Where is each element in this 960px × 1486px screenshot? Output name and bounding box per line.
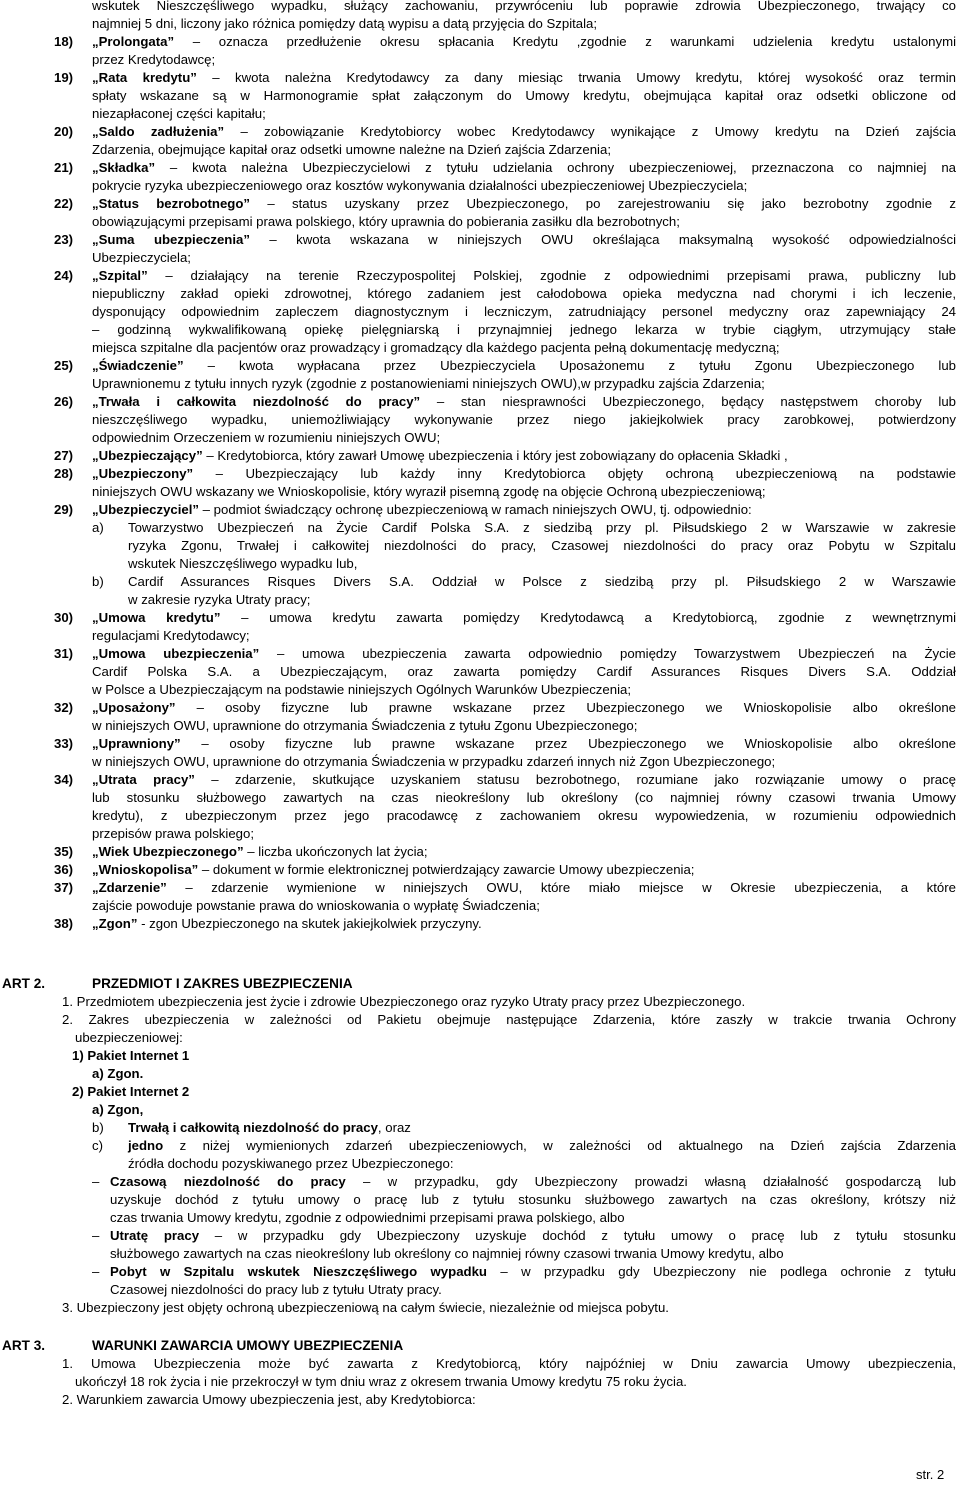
definition-line — [92, 141, 956, 159]
definition-term: „Uposażony” — [92, 700, 176, 715]
insurer-item-line: Towarzystwo Ubezpieczeń na Życie Cardif Polska S.A. z siedzibą przy pl. Piłsudskiego 2 w Warszawie w zakresie — [128, 520, 956, 535]
dash-bullet: – — [92, 1228, 100, 1243]
option-temporary-incapacity-line2: uzyskuje dochód z tytułu umowy o pracę lub z tytułu stosunku służbowego zawartych na czas określony, krótszy niż — [110, 1192, 956, 1207]
definition-line — [92, 735, 956, 753]
package-2-item-b-bold: Trwałą i całkowitą niezdolność do pracy — [128, 1120, 378, 1135]
definition-line — [92, 645, 956, 663]
definition-number: 26) — [54, 394, 74, 409]
definition-text: – zdarzenie, skutkujące uzyskaniem statusu bezrobotnego, rozumiane jako rozwiązanie umowy o pracę — [194, 772, 956, 787]
definition-line — [92, 87, 956, 105]
definition-line — [92, 681, 956, 699]
definition-term: „Utrata pracy” — [92, 772, 195, 787]
package-2-item-c-label: c) — [92, 1138, 103, 1153]
definition-term: „Ubezpieczyciel” — [92, 502, 200, 517]
option-hospital-stay-line1 — [110, 1263, 956, 1281]
definition-line — [92, 771, 956, 789]
definition-line — [92, 915, 956, 933]
package-2-item-b-rest: , oraz — [377, 1120, 411, 1135]
definition-line — [92, 123, 956, 141]
definition-line — [92, 879, 956, 897]
art2-paragraph-1: 1. Przedmiotem ubezpieczenia jest życie i zdrowie Ubezpieczonego oraz ryzyko Utraty pracy przez Ubezpieczonego. — [62, 994, 746, 1009]
definition-text: – oznacza przedłużenie okresu spłacania Kredytu ,zgodnie z warunkami udzielenia kredytu ustalonymi — [174, 34, 956, 49]
definition-text: – stan niesprawności Ubezpieczonego, będący następstwem choroby lub — [420, 394, 956, 409]
definition-text: - zgon Ubezpieczonego na skutek jakiejkolwiek przyczyny. — [137, 916, 482, 931]
package-internet-2: 2) Pakiet Internet 2 — [72, 1084, 190, 1099]
definition-text: – Kredytobiorca, który zawarł Umowę ubezpieczenia i który jest zobowiązany do opłacenia Składki , — [202, 448, 788, 463]
definition-text: wskutek Nieszczęśliwego wypadku, służący zachowaniu, przywróceniu lub poprawie zdrowia Ubezpieczonego, trwający co — [92, 0, 956, 13]
definition-text: – podmiot świadczący ochronę ubezpieczeniową w ramach niniejszych OWU, tj. odpowiednio: — [199, 502, 752, 517]
definition-text: – kwota wypłacana przez Ubezpieczyciela Uposażonemu z tytułu Zgonu Ubezpieczonego lub — [183, 358, 956, 373]
option-temporary-incapacity-rest: – w przypadku, gdy Ubezpieczony prowadzi własną działalność gospodarczą lub — [345, 1174, 956, 1189]
package-1-item-a: a) Zgon. — [92, 1066, 144, 1081]
definition-text: zajście powoduje powstanie prawa do wnioskowania o wypłatę Świadczenia; — [92, 898, 540, 913]
definition-number: 25) — [54, 358, 74, 373]
definition-line — [92, 249, 956, 267]
definition-text: dysponujący odpowiednim zapleczem diagnostycznym i leczniczym, zatrudniający personel medyczny oraz zapewniający 24 — [92, 304, 956, 319]
option-job-loss-bold: Utratę pracy — [110, 1228, 200, 1243]
art2-paragraph-3: 3. Ubezpieczony jest objęty ochroną ubezpieczeniową na całym świecie, niezależnie od miejsca pobytu. — [62, 1300, 669, 1315]
definition-text: – zobowiązanie Kredytobiorcy wobec Kredytodawcy wynikające z Umowy kredytu na Dzień zajścia — [224, 124, 956, 139]
definition-text: lub stosunku służbowego zawartych na czas nieokreślony lub określony (co najmniej równy czasowi trwania Umowy — [92, 790, 956, 805]
definition-number: 22) — [54, 196, 74, 211]
art3-paragraph-2: 2. Warunkiem zawarcia Umowy ubezpieczenia jest, aby Kredytobiorca: — [62, 1392, 476, 1407]
definition-term: „Saldo zadłużenia” — [92, 124, 225, 139]
definition-text: – umowa ubezpieczenia zawarta odpowiednio pomiędzy Towarzystwem Ubezpieczeń na Życie — [259, 646, 956, 661]
insurer-item-line: ryzyka Zgonu, Trwałej i całkowitej niezdolności do pracy, Czasowej niezdolności do pracy oraz Pobytu w Szpitalu — [128, 538, 956, 553]
definition-text: – zdarzenie wymienione w niniejszych OWU, które miało miejsce w Okresie ubezpieczenia, a które — [166, 880, 956, 895]
definition-line — [92, 69, 956, 87]
definition-term: „Szpital” — [92, 268, 148, 283]
definition-number: 20) — [54, 124, 74, 139]
definition-text: – osoby fizyczne lub prawne wskazane przez Ubezpieczonego we Wnioskopolisie albo określone — [175, 700, 956, 715]
definition-text: – kwota należna Kredytodawcy za dany miesiąc trwania Umowy kredytu, której wysokość oraz termin — [196, 70, 956, 85]
insurer-item-line: w zakresie ryzyka Utraty pracy; — [128, 592, 311, 607]
definition-line — [92, 321, 956, 339]
option-job-loss-line2: służbowego zawartych na czas nieokreślony lub określony co najmniej równy czasowi trwania Umowy kredytu, albo — [110, 1246, 784, 1261]
definition-number: 35) — [54, 844, 74, 859]
definition-line — [92, 663, 956, 681]
dash-bullet: – — [92, 1174, 100, 1189]
definition-text: przepisów prawa polskiego; — [92, 826, 254, 841]
package-2-item-b — [128, 1119, 411, 1137]
package-2-item-c-rest: z niżej wymienionych zdarzeń ubezpieczeniowych, w zależności od aktualnego na Dzień zajścia Zdarzenia — [163, 1138, 956, 1153]
definition-line — [92, 465, 956, 483]
definition-line — [92, 195, 956, 213]
article-2-label: ART 2. — [2, 976, 46, 991]
definition-text: niezapłaconej części kapitału; — [92, 106, 266, 121]
package-2-item-c-line1 — [128, 1137, 956, 1155]
definition-text: spłaty wskazane są w Harmonogramie spłat załączonym do Umowy kredytu, obejmująca kapitał oraz odsetki obliczone od — [92, 88, 956, 103]
definition-number: 33) — [54, 736, 74, 751]
definition-line — [92, 213, 956, 231]
definition-line — [92, 897, 956, 915]
definition-term: „Umowa kredytu” — [92, 610, 221, 625]
definition-text: – osoby fizyczne lub prawne wskazane przez Ubezpieczonego we Wnioskopolisie albo określone — [180, 736, 956, 751]
insurer-item-line: wskutek Nieszczęśliwego wypadku lub, — [128, 556, 358, 571]
page-number: str. 2 — [916, 1467, 945, 1482]
definition-text: regulacjami Kredytodawcy; — [92, 628, 250, 643]
option-hospital-stay-line2: Czasowej niezdolności do pracy lub z tytułu Utraty pracy. — [110, 1282, 442, 1297]
insurer-item-label: b) — [92, 574, 104, 589]
definition-line — [92, 627, 956, 645]
article-3-title: WARUNKI ZAWARCIA UMOWY UBEZPIECZENIA — [92, 1338, 404, 1353]
definition-number: 27) — [54, 448, 74, 463]
definition-number: 24) — [54, 268, 74, 283]
definition-line — [92, 753, 956, 771]
definition-text: obowiązującymi przepisami prawa polskiego, który uprawnia do pobierania zasiłku dla bezrobotnych; — [92, 214, 680, 229]
definition-number: 34) — [54, 772, 74, 787]
definition-line — [92, 285, 956, 303]
definition-text: nieszczęśliwego wypadku, uniemożliwiający wykonywanie przez niego jakiejkolwiek pracy zarobkowej, potwierdzony — [92, 412, 956, 427]
definition-term: „Wiek Ubezpieczonego” — [92, 844, 244, 859]
definition-term: „Zgon” — [92, 916, 138, 931]
option-temporary-incapacity-line1 — [110, 1173, 956, 1191]
definition-text: niniejszych OWU wskazany we Wnioskopolisie, który wyraził pisemną zgodę na objęcie Ochroną ubezpieczeniową; — [92, 484, 766, 499]
definition-term: „Uprawniony” — [92, 736, 181, 751]
definition-text: odpowiednim Orzeczeniem w rozumieniu niniejszych OWU; — [92, 430, 441, 445]
option-hospital-stay-bold: Pobyt w Szpitalu wskutek Nieszczęśliwego wypadku — [110, 1264, 487, 1279]
definition-line — [92, 105, 956, 123]
definition-line — [92, 33, 956, 51]
definition-number: 37) — [54, 880, 74, 895]
definition-number: 28) — [54, 466, 74, 481]
definition-term: „Suma ubezpieczenia” — [92, 232, 250, 247]
definition-number: 23) — [54, 232, 74, 247]
definition-text: kredytu), z ubezpieczonym przez jego pracodawcę z zachowaniem okresu wypowiedzenia, w rozumieniu odpowiednich — [92, 808, 956, 823]
definition-term: „Zdarzenie” — [92, 880, 167, 895]
definition-number: 31) — [54, 646, 74, 661]
definition-text: Uprawnionemu z tytułu innych ryzyk (zgodnie z postanowieniami niniejszych OWU),w przypadku zajścia Zdarzenia; — [92, 376, 765, 391]
dash-bullet: – — [92, 1264, 100, 1279]
definition-line — [92, 231, 956, 249]
definition-line — [92, 825, 956, 843]
definition-line — [92, 699, 956, 717]
definition-text: – działający na terenie Rzeczypospolitej Polskiej, zgodnie z odpowiednimi przepisami prawa, publiczny lub — [147, 268, 956, 283]
art3-paragraph-1-line1: 1. Umowa Ubezpieczenia może być zawarta z Kredytobiorcą, który najpóźniej w Dniu zawarcia Umowy ubezpieczenia, — [62, 1356, 956, 1371]
definition-line — [92, 375, 956, 393]
definition-term: „Ubezpieczony” — [92, 466, 194, 481]
option-job-loss-rest: – w przypadku gdy Ubezpieczony uzyskuje dochód z tytułu umowy o pracę lub z tytułu stosunku — [199, 1228, 956, 1243]
package-2-item-a: a) Zgon, — [92, 1102, 144, 1117]
definition-term: „Wnioskopolisa” — [92, 862, 199, 877]
art2-paragraph-2-line1: 2. Zakres ubezpieczenia w zależności od Pakietu obejmuje następujące Zdarzenia, które zaszły w trakcie trwania Ochrony — [62, 1012, 956, 1027]
definition-line — [92, 159, 956, 177]
definition-text: w niniejszych OWU, uprawnione do otrzymania Świadczenia w przypadku zdarzeń innych niż Zgon Ubezpieczonego; — [92, 754, 776, 769]
definition-text: – umowa kredytu zawarta pomiędzy Kredytodawcą a Kredytobiorcą, zgodnie z wewnętrznymi — [220, 610, 956, 625]
definition-term: „Rata kredytu” — [92, 70, 197, 85]
definition-line — [92, 483, 956, 501]
definition-line — [92, 0, 956, 15]
definition-term: „Trwała i całkowita niezdolność do pracy” — [92, 394, 421, 409]
definition-term: „Prolongata” — [92, 34, 175, 49]
definition-number: 38) — [54, 916, 74, 931]
definition-text: pokrycie ryzyka ubezpieczeniowego oraz kosztów wykonywania działalności ubezpieczeniowej Ubezpieczyciela; — [92, 178, 748, 193]
definition-term: „Świadczenie” — [92, 358, 184, 373]
definition-line — [92, 339, 956, 357]
definition-text: niepubliczny zakład opieki zdrowotnej, którego zadaniem jest całodobowa opieka medyczna nad chorymi i ich leczenie, — [92, 286, 956, 301]
definition-line — [92, 411, 956, 429]
definition-text: najmniej 5 dni, liczony jako różnica pomiędzy datą wypisu a datą przyjęcia do Szpitala; — [92, 16, 598, 31]
definition-line — [92, 393, 956, 411]
option-temporary-incapacity-bold: Czasową niezdolność do pracy — [110, 1174, 346, 1189]
definition-number: 21) — [54, 160, 74, 175]
definition-line — [92, 609, 956, 627]
definition-line — [92, 789, 956, 807]
package-2-item-b-label: b) — [92, 1120, 104, 1135]
definition-line — [92, 429, 956, 447]
article-2-title: PRZEDMIOT I ZAKRES UBEZPIECZENIA — [92, 976, 353, 991]
definition-text: – dokument w formie elektronicznej potwierdzający zawarcie Umowy ubezpieczenia; — [198, 862, 695, 877]
package-internet-1: 1) Pakiet Internet 1 — [72, 1048, 190, 1063]
definition-text: w Polsce a Ubezpieczającym na podstawie niniejszych Ogólnych Warunków Ubezpieczenia; — [92, 682, 631, 697]
definition-term: „Status bezrobotnego” — [92, 196, 251, 211]
package-2-item-c-line2: źródła dochodu pozyskiwanego przez Ubezpieczonego: — [128, 1156, 454, 1171]
definition-line — [92, 861, 956, 879]
definition-number: 29) — [54, 502, 74, 517]
definition-text: – liczba ukończonych lat życia; — [243, 844, 428, 859]
definition-term: „Umowa ubezpieczenia” — [92, 646, 260, 661]
definition-text: w niniejszych OWU, uprawnione do otrzymania Świadczenia z tytułu Zgonu Ubezpieczonego; — [92, 718, 638, 733]
definition-line — [92, 357, 956, 375]
article-3-label: ART 3. — [2, 1338, 46, 1353]
definition-line — [92, 501, 956, 519]
definition-text: Zdarzenia, obejmujące kapitał oraz odsetki umowne należne na Dzień zajścia Zdarzenia; — [92, 142, 611, 157]
definition-line — [92, 447, 956, 465]
definition-number: 30) — [54, 610, 74, 625]
definition-number: 32) — [54, 700, 74, 715]
definition-line — [92, 303, 956, 321]
definition-line — [92, 51, 956, 69]
definition-line — [92, 843, 956, 861]
definition-line — [92, 15, 956, 33]
definition-text: – Ubezpieczający lub każdy inny Kredytobiorca objęty ochroną ubezpieczeniową na podstawie — [193, 466, 956, 481]
definition-text: przez Kredytodawcę; — [92, 52, 216, 67]
option-job-loss-line1 — [110, 1227, 956, 1245]
definition-line — [92, 717, 956, 735]
definition-number: 19) — [54, 70, 74, 85]
definition-text: – kwota wskazana w niniejszych OWU określająca maksymalną wysokość odpowiedzialności — [249, 232, 956, 247]
package-2-item-c-bold: jedno — [128, 1138, 164, 1153]
insurer-item-line: Cardif Assurances Risques Divers S.A. Oddział w Polsce z siedzibą przy pl. Piłsudskiego 2 w Warszawie — [128, 574, 956, 589]
definition-number: 36) — [54, 862, 74, 877]
definition-line — [92, 807, 956, 825]
definition-line — [92, 267, 956, 285]
option-hospital-stay-rest: – w przypadku gdy Ubezpieczony nie podlega ochronie z tytułu — [486, 1264, 956, 1279]
definition-text: Cardif Polska S.A. a Ubezpieczającym, oraz zawarta pomiędzy Cardif Assurances Risques Divers S.A. Oddział — [92, 664, 956, 679]
definition-line — [92, 177, 956, 195]
art2-paragraph-2-line2: ubezpieczeniowej: — [75, 1030, 183, 1045]
definition-text: Ubezpieczyciela; — [92, 250, 191, 265]
definition-term: „Składka” — [92, 160, 156, 175]
insurer-item-label: a) — [92, 520, 104, 535]
definition-text: – kwota należna Ubezpieczycielowi z tytułu udzielania ochrony ubezpieczeniowej, przeznaczona co najmniej na — [155, 160, 956, 175]
definition-term: „Ubezpieczający” — [92, 448, 203, 463]
art3-paragraph-1-line2: ukończył 18 rok życia i nie przekroczył w tym dniu wraz z okresem trwania Umowy kredytu 75 roku życia. — [75, 1374, 687, 1389]
definition-text: miejsca szpitalne dla pacjentów oraz prowadzący i gromadzący dla każdego pacjenta pełną dokumentację medyczną; — [92, 340, 780, 355]
option-temporary-incapacity-line3: czas trwania Umowy kredytu, zgodnie z odpowiednimi przepisami prawa polskiego, albo — [110, 1210, 625, 1225]
definition-text: – status uzyskany przez Ubezpieczonego, po zarejestrowaniu się jako bezrobotny zgodnie z — [250, 196, 956, 211]
definition-number: 18) — [54, 34, 74, 49]
definition-text: – godzinną wykwalifikowaną opiekę pielęgniarską i przynajmniej jednego lekarza w trybie ciągłym, utrzymujący stałe — [92, 322, 956, 337]
